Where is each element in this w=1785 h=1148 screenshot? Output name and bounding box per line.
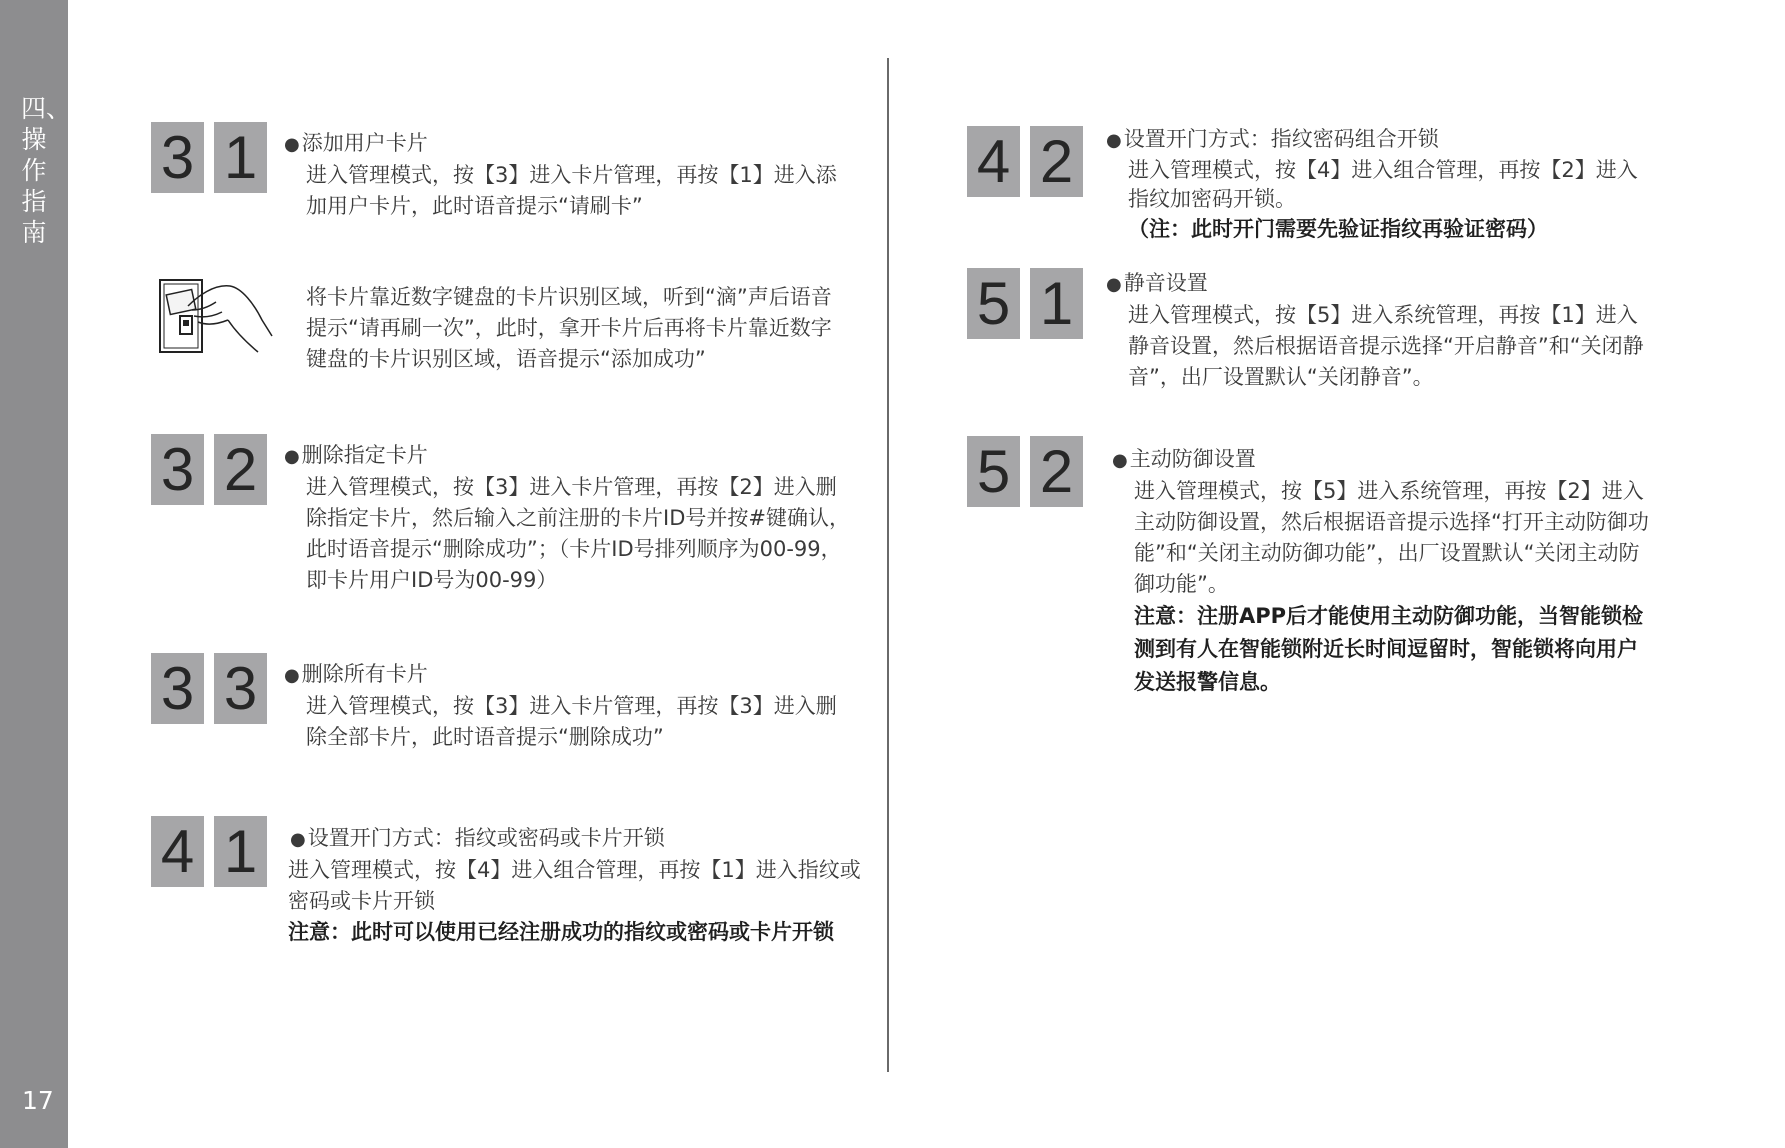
section-title-text: 设置开门方式：指纹或密码或卡片开锁 (307, 826, 665, 850)
bullet-icon: ● (284, 446, 300, 467)
section-add-card (284, 128, 864, 222)
section-body: 进入管理模式，按【3】进入卡片管理，再按【3】进入删除全部卡片，此时语音提示“删除成功” (306, 694, 837, 749)
badge-digit: 3 (151, 122, 204, 193)
badge-digit: 1 (214, 122, 267, 193)
badge-digit: 5 (967, 268, 1020, 339)
bullet-icon: ● (1106, 130, 1122, 151)
section-note: （注：此时开门需要先验证指纹再验证密码） (1128, 217, 1548, 241)
section-body: 进入管理模式，按【4】进入组合管理，再按【2】进入指纹加密码开锁。 (1128, 158, 1638, 211)
section-title-text: 设置开门方式：指纹密码组合开锁 (1123, 127, 1439, 151)
section-body: 将卡片靠近数字键盘的卡片识别区域，听到“滴”声后语音提示“请再刷一次”，此时，拿开卡片后再将卡片靠近数字键盘的卡片识别区域，语音提示“添加成功” (306, 285, 832, 371)
step-badge-32 (151, 434, 267, 505)
badge-digit: 5 (967, 436, 1020, 507)
section-title (288, 823, 878, 855)
badge-digit: 1 (214, 816, 267, 887)
section-title-text: 添加用户卡片 (301, 131, 428, 155)
badge-digit: 3 (151, 434, 204, 505)
section-title (1106, 124, 1666, 156)
badge-digit: 4 (151, 816, 204, 887)
badge-digit: 3 (214, 653, 267, 724)
step-badge-52 (967, 436, 1083, 507)
column-divider (887, 58, 889, 1072)
section-title (284, 128, 864, 160)
step-badge-31 (151, 122, 267, 193)
chapter-sidebar (0, 0, 72, 1148)
section-title-text: 删除所有卡片 (301, 662, 428, 686)
badge-digit: 4 (967, 126, 1020, 197)
badge-digit: 2 (214, 434, 267, 505)
step-badge-41 (151, 816, 267, 887)
hand-with-card-icon (158, 276, 274, 356)
section-title (1112, 444, 1672, 476)
section-body: 进入管理模式，按【3】进入卡片管理，再按【1】进入添加用户卡片，此时语音提示“请刷卡” (306, 163, 837, 218)
section-note: 注意：此时可以使用已经注册成功的指纹或密码或卡片开锁 (288, 920, 834, 944)
section-active-defense (1112, 444, 1672, 699)
section-unlock-mode-any (288, 823, 878, 948)
page-number: 17 (22, 1086, 54, 1115)
section-body: 进入管理模式，按【5】进入系统管理，再按【2】进入主动防御设置，然后根据语音提示选择“打开主动防御功能”和“关闭主动防御功能”，出厂设置默认“关闭主动防御功能”。 (1134, 479, 1649, 596)
bullet-icon: ● (1106, 274, 1122, 295)
section-note: 注意：注册APP后才能使用主动防御功能，当智能锁检测到有人在智能锁附近长时间逗留时，智能锁将向用户发送报警信息。 (1134, 604, 1644, 694)
step-badge-33 (151, 653, 267, 724)
bullet-icon: ● (284, 134, 300, 155)
section-mute-setting (1106, 268, 1666, 393)
section-title-text: 主动防御设置 (1129, 447, 1256, 471)
section-unlock-mode-combo (1106, 124, 1666, 245)
section-delete-all-cards (284, 659, 864, 753)
step-badge-51 (967, 268, 1083, 339)
section-delete-card (284, 440, 864, 596)
badge-digit: 2 (1030, 126, 1083, 197)
bullet-icon: ● (1112, 450, 1128, 471)
badge-digit: 2 (1030, 436, 1083, 507)
badge-digit: 3 (151, 653, 204, 724)
badge-digit: 1 (1030, 268, 1083, 339)
section-title (1106, 268, 1666, 300)
section-title-text: 静音设置 (1123, 271, 1208, 295)
section-body: 进入管理模式，按【4】进入组合管理，再按【1】进入指纹或密码或卡片开锁 (288, 858, 861, 913)
step-badge-42 (967, 126, 1083, 197)
section-add-card-steps (306, 282, 851, 375)
chapter-title-text: 四、操作指南 (21, 94, 72, 247)
section-title (284, 659, 864, 691)
chapter-title (17, 62, 72, 279)
bullet-icon: ● (284, 665, 300, 686)
section-body: 进入管理模式，按【5】进入系统管理，再按【1】进入静音设置，然后根据语音提示选择“开启静音”和“关闭静音”，出厂设置默认“关闭静音”。 (1128, 303, 1644, 389)
section-title-text: 删除指定卡片 (301, 443, 428, 467)
section-body: 进入管理模式，按【3】进入卡片管理，再按【2】进入删除指定卡片，然后输入之前注册的卡片ID号并按#键确认，此时语音提示“删除成功”；（卡片ID号排列顺序为00-99，即卡片用户ID号为00-99） (306, 475, 850, 592)
section-title (284, 440, 864, 472)
bullet-icon: ● (290, 829, 306, 850)
